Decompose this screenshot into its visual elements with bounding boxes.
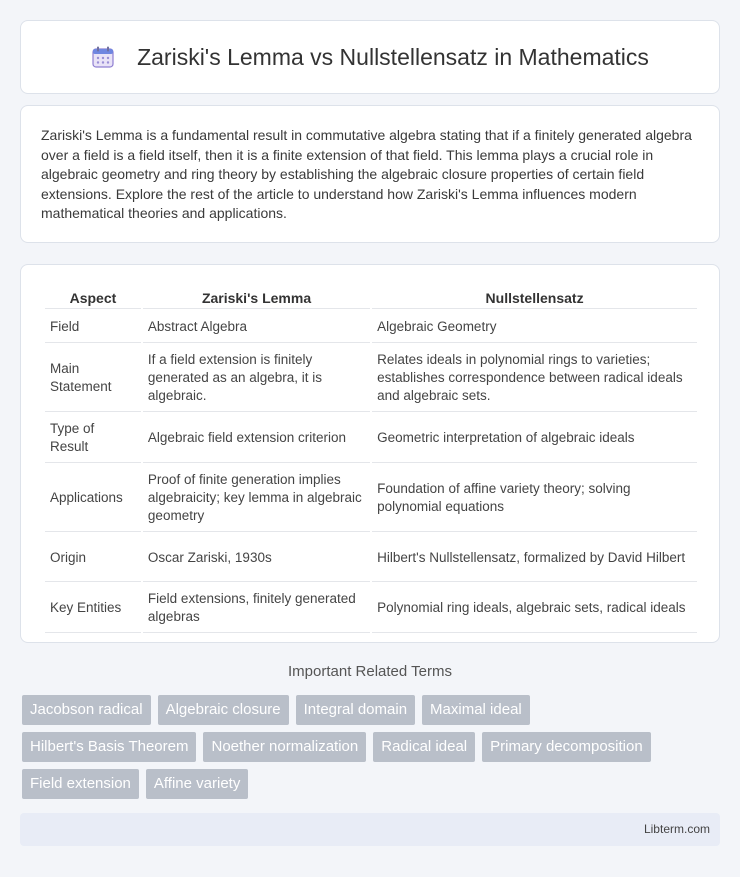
row-nullstellensatz: Geometric interpretation of algebraic ideals	[372, 414, 697, 463]
header-card	[20, 20, 720, 94]
row-nullstellensatz: Algebraic Geometry	[372, 311, 697, 343]
tag-algebraic-closure[interactable]: Algebraic closure	[158, 695, 289, 725]
table-row	[45, 584, 697, 633]
tag-integral-domain[interactable]: Integral domain	[296, 695, 415, 725]
row-nullstellensatz: Polynomial ring ideals, algebraic sets, radical ideals	[372, 584, 697, 633]
row-nullstellensatz: Hilbert's Nullstellensatz, formalized by David Hilbert	[372, 534, 697, 582]
table-row	[45, 414, 697, 463]
row-nullstellensatz: Relates ideals in polynomial rings to varieties; establishes correspondence between radical ideals and algebraic sets.	[372, 345, 697, 412]
tag-radical-ideal[interactable]: Radical ideal	[373, 732, 475, 762]
tag-jacobson-radical[interactable]: Jacobson radical	[22, 695, 151, 725]
row-aspect: Main Statement	[45, 345, 141, 412]
row-zariski: Proof of finite generation implies algebraicity; key lemma in algebraic geometry	[143, 465, 370, 532]
row-zariski: Abstract Algebra	[143, 311, 370, 343]
row-aspect: Applications	[45, 465, 141, 532]
row-aspect: Origin	[45, 534, 141, 582]
footer	[20, 813, 720, 846]
tag-hilberts-basis-theorem[interactable]: Hilbert's Basis Theorem	[22, 732, 196, 762]
row-zariski: If a field extension is finitely generated as an algebra, it is algebraic.	[143, 345, 370, 412]
row-nullstellensatz: Foundation of affine variety theory; solving polynomial equations	[372, 465, 697, 532]
row-zariski: Algebraic field extension criterion	[143, 414, 370, 463]
tag-row	[22, 695, 722, 725]
table-row	[45, 345, 697, 412]
row-aspect: Field	[45, 311, 141, 343]
calendar-icon	[91, 45, 115, 69]
header-aspect: Aspect	[45, 285, 141, 309]
table-row	[45, 534, 697, 582]
footer-brand[interactable]: Libterm.com	[643, 822, 710, 836]
row-aspect: Type of Result	[45, 414, 141, 463]
tag-field-extension[interactable]: Field extension	[22, 769, 139, 799]
tag-primary-decomposition[interactable]: Primary decomposition	[482, 732, 651, 762]
intro-card	[20, 105, 720, 243]
tag-affine-variety[interactable]: Affine variety	[146, 769, 248, 799]
row-aspect: Key Entities	[45, 584, 141, 633]
comparison-card	[20, 264, 720, 643]
comparison-table	[43, 283, 699, 635]
page-title: Zariski's Lemma vs Nullstellensatz in Mathematics	[137, 43, 649, 70]
related-terms	[22, 695, 722, 806]
table-row	[45, 311, 697, 343]
header-zariski: Zariski's Lemma	[143, 285, 370, 309]
tag-maximal-ideal[interactable]: Maximal ideal	[422, 695, 530, 725]
tag-row	[22, 732, 722, 762]
related-terms-title: Important Related Terms	[288, 663, 452, 680]
tag-row	[22, 769, 722, 799]
row-zariski: Oscar Zariski, 1930s	[143, 534, 370, 582]
intro-text: Zariski's Lemma is a fundamental result in commutative algebra stating that if a finitely generated algebra over a field is a field itself, then it is a finite extension of that field. This lemma plays a crucial role in algebraic geometry and ring theory by establishing the algebraic closure properties of certain field extensions. Explore the rest of the article to understand how Zariski's Lemma influences modern mathematical theories and applications.	[41, 127, 692, 222]
tag-noether-normalization[interactable]: Noether normalization	[203, 732, 366, 762]
table-header-row	[45, 285, 697, 309]
row-zariski: Field extensions, finitely generated algebras	[143, 584, 370, 633]
header-nullstellensatz: Nullstellensatz	[372, 285, 697, 309]
table-row	[45, 465, 697, 532]
